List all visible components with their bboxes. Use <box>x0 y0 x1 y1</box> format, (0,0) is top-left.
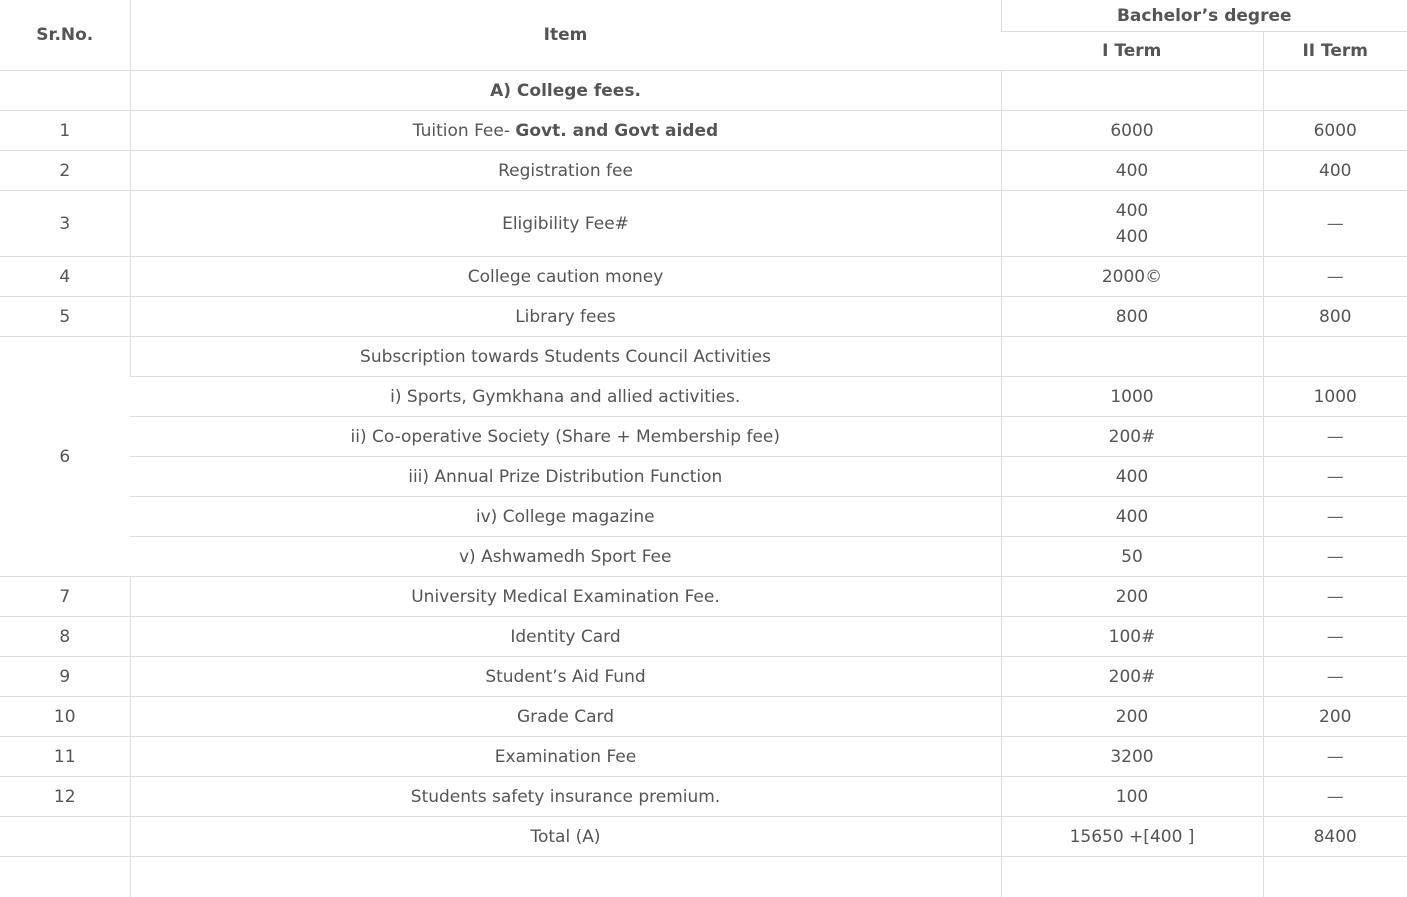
term1-cell: 6000 <box>1001 111 1263 151</box>
section-title: A) College fees. <box>130 71 1001 111</box>
term1-cell: 2000© <box>1001 257 1263 297</box>
table-row <box>0 617 1407 657</box>
item-cell: Examination Fee <box>130 737 1001 777</box>
table-row <box>0 257 1407 297</box>
section-row <box>0 71 1407 111</box>
item-cell <box>130 111 1001 151</box>
sr-cell: 4 <box>0 257 130 297</box>
term2-cell: — <box>1263 257 1407 297</box>
table-row <box>0 657 1407 697</box>
item-cell: Library fees <box>130 297 1001 337</box>
term1-cell: 200 <box>1001 577 1263 617</box>
term2-cell: 1000 <box>1263 377 1407 417</box>
table-header <box>0 0 1407 71</box>
term1-value-line: 400 <box>1115 226 1149 247</box>
table-row <box>0 191 1407 257</box>
item-cell-heading: Subscription towards Students Council Activities <box>130 337 1001 377</box>
table-row <box>0 337 1407 377</box>
term2-cell: 200 <box>1263 697 1407 737</box>
sr-cell <box>0 71 130 111</box>
term1-cell <box>1001 71 1263 111</box>
term1-cell: 400 <box>1001 151 1263 191</box>
term1-cell: 100 <box>1001 777 1263 817</box>
table-row <box>0 417 1407 457</box>
term2-cell: — <box>1263 191 1407 257</box>
term1-cell: 200 <box>1001 697 1263 737</box>
table-row <box>0 577 1407 617</box>
term2-cell: 800 <box>1263 297 1407 337</box>
table-row <box>0 737 1407 777</box>
sr-cell: 12 <box>0 777 130 817</box>
item-cell: iv) College magazine <box>130 497 1001 537</box>
term1-cell <box>1001 337 1263 377</box>
header-term-1: I Term <box>1001 32 1263 71</box>
term1-cell <box>1001 857 1263 897</box>
header-item: Item <box>130 0 1001 71</box>
table-row <box>0 777 1407 817</box>
item-cell: Student’s Aid Fund <box>130 657 1001 697</box>
total-term2: 8400 <box>1263 817 1407 857</box>
item-cell: Identity Card <box>130 617 1001 657</box>
sr-cell: 8 <box>0 617 130 657</box>
term2-cell: — <box>1263 457 1407 497</box>
term2-cell: — <box>1263 497 1407 537</box>
table-row <box>0 297 1407 337</box>
table-row <box>0 111 1407 151</box>
term1-cell: 1000 <box>1001 377 1263 417</box>
item-cell <box>130 857 1001 897</box>
sr-cell: 10 <box>0 697 130 737</box>
term2-cell: — <box>1263 537 1407 577</box>
header-bachelors-degree: Bachelor’s degree <box>1001 0 1407 32</box>
sr-cell <box>0 817 130 857</box>
term2-cell: — <box>1263 657 1407 697</box>
term2-cell <box>1263 71 1407 111</box>
item-cell: Grade Card <box>130 697 1001 737</box>
sr-cell: 7 <box>0 577 130 617</box>
term2-cell: 6000 <box>1263 111 1407 151</box>
table-row <box>0 497 1407 537</box>
sr-cell: 5 <box>0 297 130 337</box>
sr-cell: 2 <box>0 151 130 191</box>
item-cell: i) Sports, Gymkhana and allied activities. <box>130 377 1001 417</box>
table-row <box>0 537 1407 577</box>
term2-cell <box>1263 337 1407 377</box>
sr-cell: 1 <box>0 111 130 151</box>
item-cell: Registration fee <box>130 151 1001 191</box>
term2-cell: — <box>1263 777 1407 817</box>
table-row <box>0 457 1407 497</box>
term2-cell: — <box>1263 737 1407 777</box>
total-term1: 15650 +[400 ] <box>1001 817 1263 857</box>
item-text: Tuition Fee- <box>412 120 516 141</box>
item-cell: ii) Co-operative Society (Share + Membership fee) <box>130 417 1001 457</box>
term1-value-line: 400 <box>1115 200 1149 221</box>
term1-cell: 200# <box>1001 417 1263 457</box>
term2-cell: — <box>1263 617 1407 657</box>
item-cell: University Medical Examination Fee. <box>130 577 1001 617</box>
term1-cell: 100# <box>1001 617 1263 657</box>
term2-cell: 400 <box>1263 151 1407 191</box>
table-row <box>0 697 1407 737</box>
header-sr-no: Sr.No. <box>36 25 94 45</box>
sr-cell: 11 <box>0 737 130 777</box>
term2-cell: — <box>1263 417 1407 457</box>
table-row-partial <box>0 857 1407 897</box>
term1-cell <box>1001 191 1263 257</box>
term1-cell: 800 <box>1001 297 1263 337</box>
sr-cell: 3 <box>0 191 130 257</box>
sr-cell <box>0 857 130 897</box>
table-row <box>0 151 1407 191</box>
sr-cell: 6 <box>0 337 130 577</box>
item-text-bold: Govt. and Govt aided <box>515 120 719 141</box>
table-row <box>0 377 1407 417</box>
item-cell: iii) Annual Prize Distribution Function <box>130 457 1001 497</box>
term1-cell: 400 <box>1001 457 1263 497</box>
item-cell: v) Ashwamedh Sport Fee <box>130 537 1001 577</box>
term1-cell: 200# <box>1001 657 1263 697</box>
term1-cell: 400 <box>1001 497 1263 537</box>
term2-cell: — <box>1263 577 1407 617</box>
term1-cell: 3200 <box>1001 737 1263 777</box>
sr-cell: 9 <box>0 657 130 697</box>
total-row <box>0 817 1407 857</box>
term1-cell: 50 <box>1001 537 1263 577</box>
item-cell: Students safety insurance premium. <box>130 777 1001 817</box>
item-cell: College caution money <box>130 257 1001 297</box>
term2-cell <box>1263 857 1407 897</box>
total-label: Total (A) <box>130 817 1001 857</box>
item-cell: Eligibility Fee# <box>130 191 1001 257</box>
header-term-2: II Term <box>1263 32 1407 71</box>
